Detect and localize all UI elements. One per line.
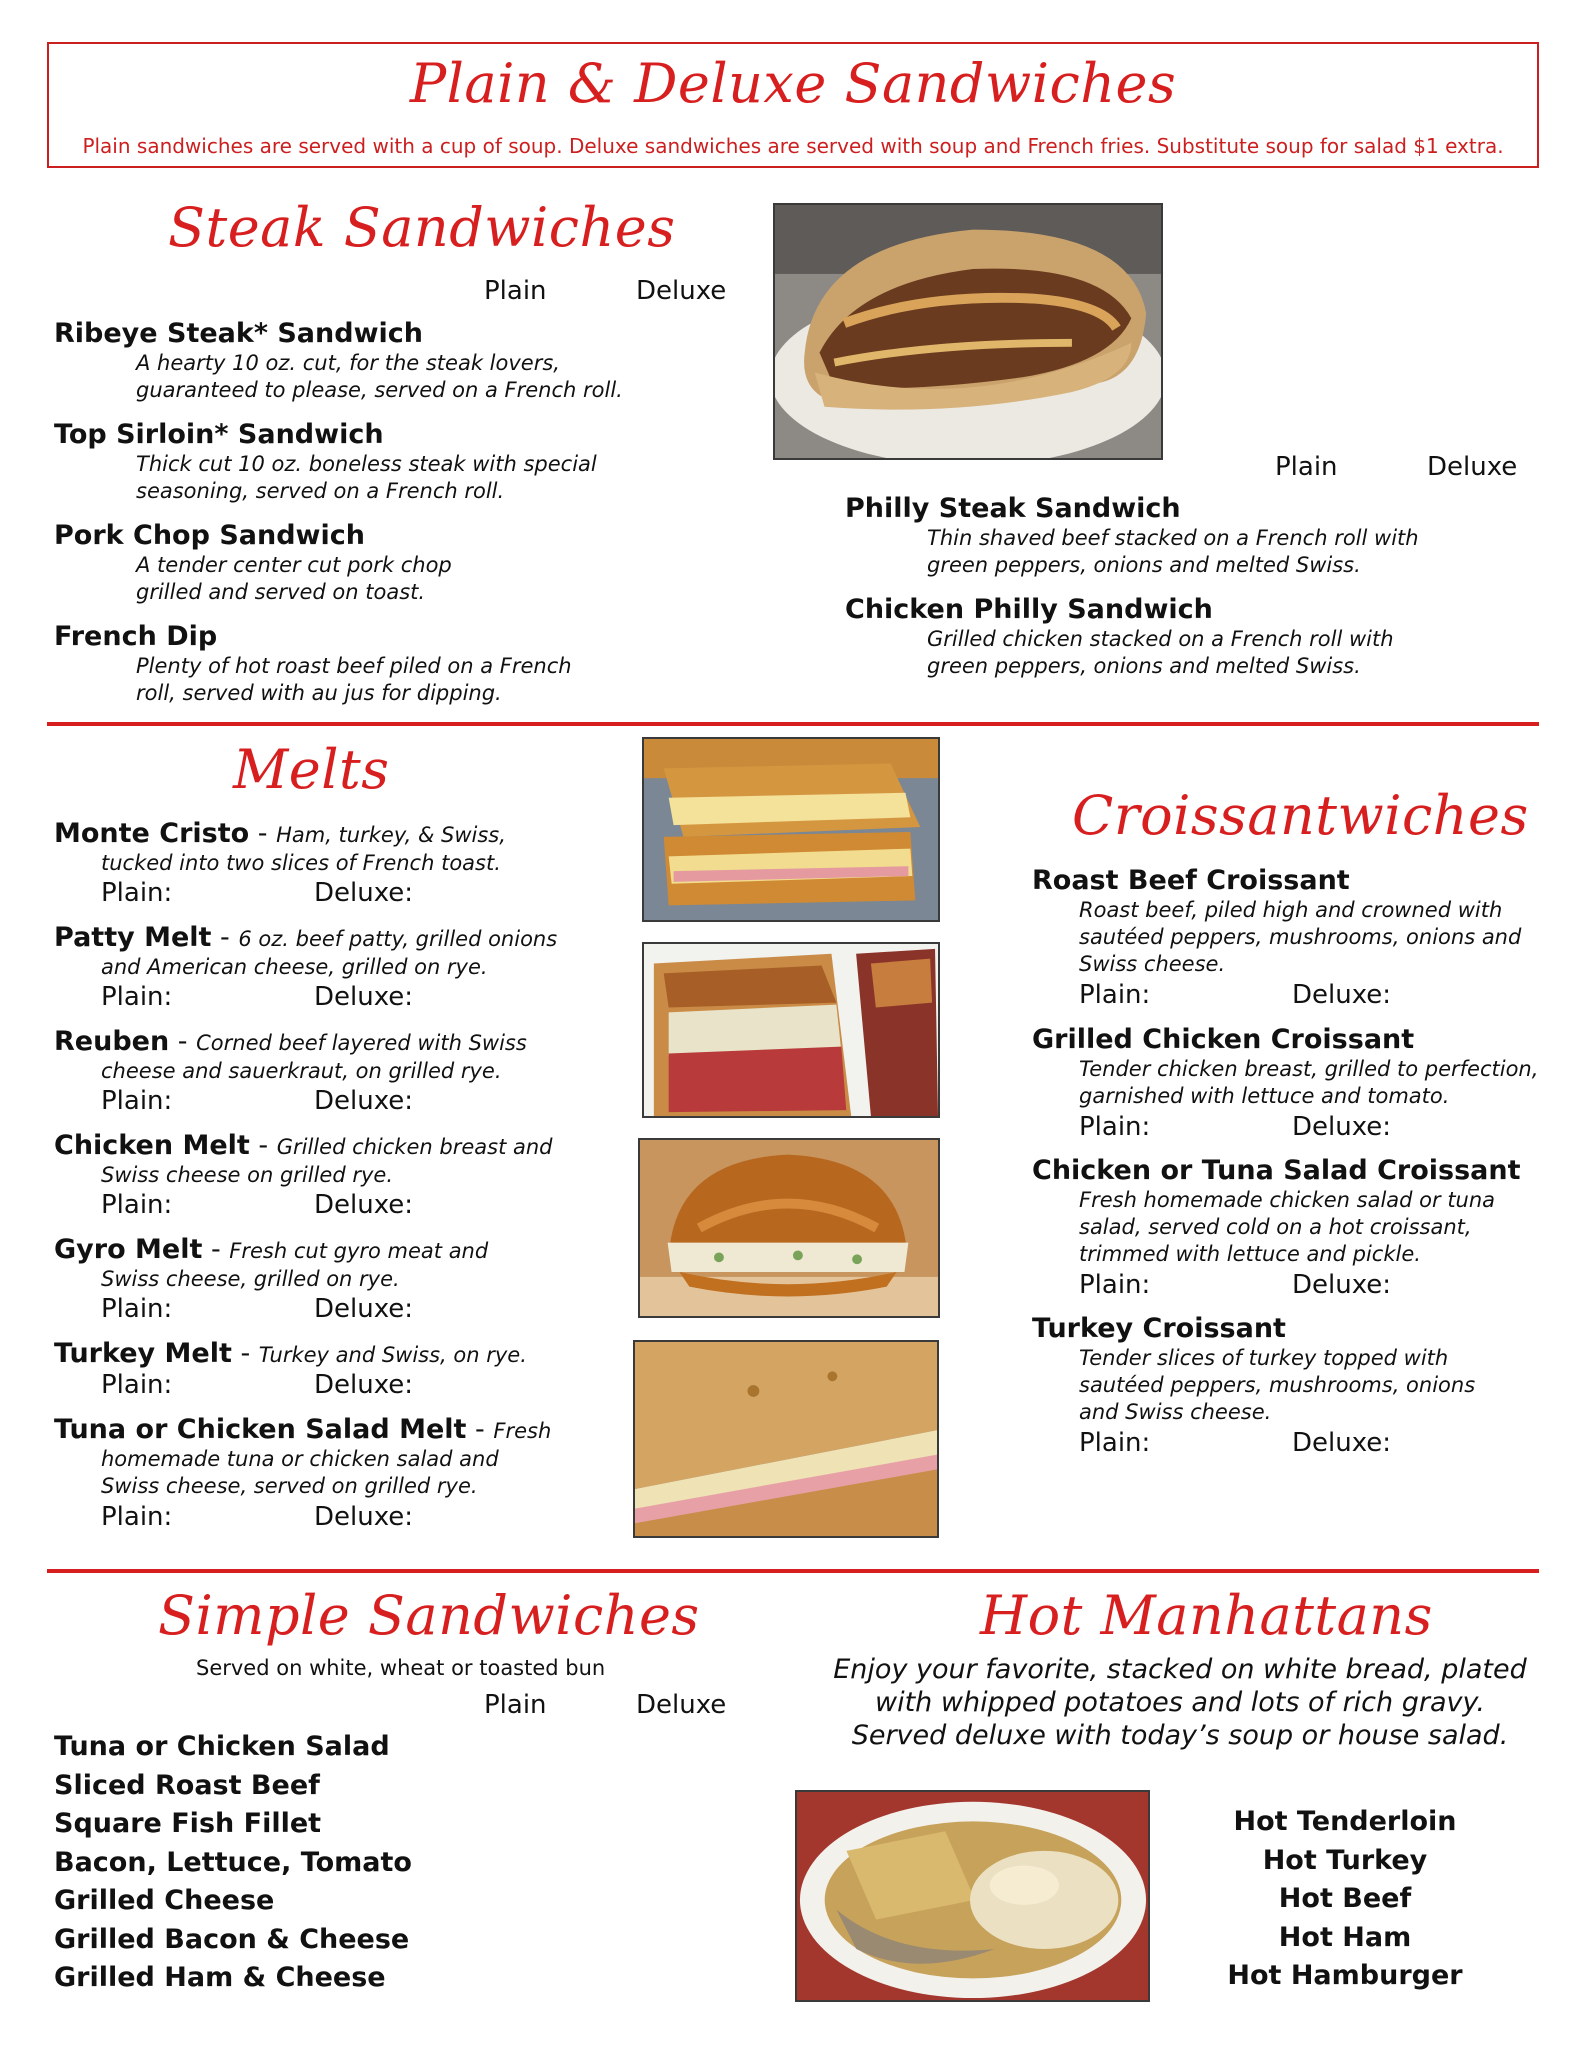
item-philly-desc: Thin shaved beef stacked on a French roll with green peppers, onions and melted Swiss. (927, 526, 1419, 577)
list-item: Grilled Bacon & Cheese (54, 1923, 410, 1955)
melt-gyro: Gyro Melt - Fresh cut gyro meat and (54, 1234, 489, 1265)
croissant-plain-label: Plain: (1079, 980, 1151, 1010)
list-item: Hot Ham (1278, 1921, 1412, 1953)
reuben-photo (642, 942, 940, 1118)
croissant-deluxe-label: Deluxe: (1292, 1428, 1392, 1458)
philly-plain-label: Plain (1275, 452, 1338, 482)
croissant-deluxe-label: Deluxe: (1292, 1112, 1392, 1142)
philly-deluxe-label: Deluxe (1427, 452, 1518, 482)
list-item: Tuna or Chicken Salad (54, 1731, 390, 1762)
melt-tuna-desc: homemade tuna or chicken salad and (101, 1447, 499, 1471)
melt-deluxe-label: Deluxe: (314, 1502, 414, 1532)
melt-reuben: Reuben - Corned beef layered with Swiss (54, 1026, 527, 1057)
list-item: Grilled Ham & Cheese (54, 1962, 386, 1993)
melt-deluxe-label: Deluxe: (314, 1086, 414, 1116)
melt-plain-label: Plain: (101, 878, 173, 908)
croissant-grilled-chicken-desc: Tender chicken breast, grilled to perfection, garnished with lettuce and tomato. (1079, 1057, 1539, 1108)
list-item: Hot Turkey (1262, 1844, 1428, 1876)
item-porkchop-desc: A tender center cut pork chop grilled and served on toast. (136, 553, 452, 604)
simple-title: Simple Sandwiches (158, 1584, 700, 1647)
header-box (47, 42, 1539, 168)
simple-deluxe-label: Deluxe (636, 1690, 727, 1720)
melt-deluxe-label: Deluxe: (314, 1294, 414, 1324)
manhattans-intro: Enjoy your favorite, stacked on white bread, plated with whipped potatoes and lots of rich gravy. Served deluxe with today’s soup or house salad. (833, 1654, 1527, 1751)
item-porkchop: Pork Chop Sandwich (54, 520, 365, 551)
steak-deluxe-label: Deluxe (636, 276, 727, 306)
croissant-title: Croissantwiches (1072, 784, 1529, 847)
simple-plain-label: Plain (484, 1690, 547, 1720)
croissant-plain-label: Plain: (1079, 1428, 1151, 1458)
item-philly: Philly Steak Sandwich (845, 493, 1181, 524)
item-chicken-philly: Chicken Philly Sandwich (845, 594, 1213, 625)
melt-deluxe-label: Deluxe: (314, 1190, 414, 1220)
list-item: Bacon, Lettuce, Tomato (54, 1846, 412, 1878)
croissant-grilled-chicken: Grilled Chicken Croissant (1032, 1024, 1415, 1055)
melt-deluxe-label: Deluxe: (314, 982, 414, 1012)
melt-tuna-chicken-salad: Tuna or Chicken Salad Melt - Fresh (54, 1414, 552, 1445)
item-ribeye: Ribeye Steak* Sandwich (54, 318, 423, 349)
section-divider (47, 1569, 1539, 1573)
melt-plain-label: Plain: (101, 1294, 173, 1324)
melt-turkey: Turkey Melt - Turkey and Swiss, on rye. (54, 1338, 527, 1369)
manhattans-list (1200, 1803, 1490, 1996)
croissant-roast-beef-desc: Roast beef, piled high and crowned with sautéed peppers, mushrooms, onions and Swiss cheese. (1079, 898, 1522, 976)
melt-reuben-desc: cheese and sauerkraut, on grilled rye. (101, 1059, 502, 1083)
melt-plain-label: Plain: (101, 1190, 173, 1220)
list-item: Grilled Cheese (54, 1885, 275, 1916)
croissant-chicken-tuna: Chicken or Tuna Salad Croissant (1032, 1155, 1521, 1186)
item-frenchdip-desc: Plenty of hot roast beef piled on a French roll, served with au jus for dipping. (136, 654, 572, 705)
philly-steak-photo (773, 203, 1163, 460)
melt-monte-cristo: Monte Cristo - Ham, turkey, & Swiss, (54, 818, 506, 849)
list-item: Sliced Roast Beef (54, 1769, 320, 1801)
croissant-plain-label: Plain: (1079, 1112, 1151, 1142)
section-divider (47, 722, 1539, 726)
croissant-photo (638, 1138, 940, 1318)
melts-title: Melts (233, 738, 390, 801)
croissant-roast-beef: Roast Beef Croissant (1032, 865, 1350, 896)
tuna-melt-photo (633, 1340, 939, 1538)
list-item: Hot Tenderloin (1233, 1806, 1457, 1837)
item-sirloin: Top Sirloin* Sandwich (54, 419, 384, 450)
list-item: Hot Hamburger (1227, 1960, 1463, 1991)
croissant-chicken-tuna-desc: Fresh homemade chicken salad or tuna salad, served cold on a hot croissant, trimmed with lettuce and pickle. (1079, 1188, 1496, 1266)
melt-deluxe-label: Deluxe: (314, 1370, 414, 1400)
item-ribeye-desc: A hearty 10 oz. cut, for the steak lovers, guaranteed to please, served on a French roll. (136, 351, 623, 402)
melt-gyro-desc: Swiss cheese, grilled on rye. (101, 1267, 400, 1291)
menu-title: Plain & Deluxe Sandwiches (409, 52, 1177, 115)
croissant-deluxe-label: Deluxe: (1292, 1270, 1392, 1300)
item-chicken-philly-desc: Grilled chicken stacked on a French roll with green peppers, onions and melted Swiss. (927, 627, 1394, 678)
melt-plain-label: Plain: (101, 1086, 173, 1116)
melt-plain-label: Plain: (101, 982, 173, 1012)
melt-tuna-desc-2: Swiss cheese, served on grilled rye. (101, 1474, 478, 1498)
steak-plain-label: Plain (484, 276, 547, 306)
melt-deluxe-label: Deluxe: (314, 878, 414, 908)
hot-manhattan-photo (795, 1790, 1150, 2002)
croissant-turkey: Turkey Croissant (1032, 1313, 1286, 1344)
monte-cristo-photo (642, 737, 940, 922)
melt-chicken: Chicken Melt - Grilled chicken breast and (54, 1130, 553, 1161)
melt-monte-cristo-desc: tucked into two slices of French toast. (101, 851, 501, 875)
item-frenchdip: French Dip (54, 621, 218, 652)
croissant-deluxe-label: Deluxe: (1292, 980, 1392, 1010)
simple-list (54, 1728, 412, 1998)
item-sirloin-desc: Thick cut 10 oz. boneless steak with special seasoning, served on a French roll. (136, 452, 597, 503)
simple-subtitle: Served on white, wheat or toasted bun (196, 1656, 606, 1680)
melt-plain-label: Plain: (101, 1502, 173, 1532)
croissant-turkey-desc: Tender slices of turkey topped with sautéed peppers, mushrooms, onions and Swiss cheese. (1079, 1346, 1476, 1424)
manhattans-title: Hot Manhattans (980, 1584, 1433, 1647)
menu-note: Plain sandwiches are served with a cup of soup. Deluxe sandwiches are served with soup and French fries. Substitute soup for salad $1 extra. (82, 134, 1504, 158)
melt-patty: Patty Melt - 6 oz. beef patty, grilled onions (54, 922, 558, 953)
list-item: Hot Beef (1278, 1883, 1412, 1914)
croissant-plain-label: Plain: (1079, 1270, 1151, 1300)
list-item: Square Fish Fillet (54, 1808, 322, 1839)
melt-chicken-desc: Swiss cheese on grilled rye. (101, 1163, 394, 1187)
steak-title: Steak Sandwiches (168, 196, 676, 259)
melt-plain-label: Plain: (101, 1370, 173, 1400)
melt-patty-desc: and American cheese, grilled on rye. (101, 955, 488, 979)
